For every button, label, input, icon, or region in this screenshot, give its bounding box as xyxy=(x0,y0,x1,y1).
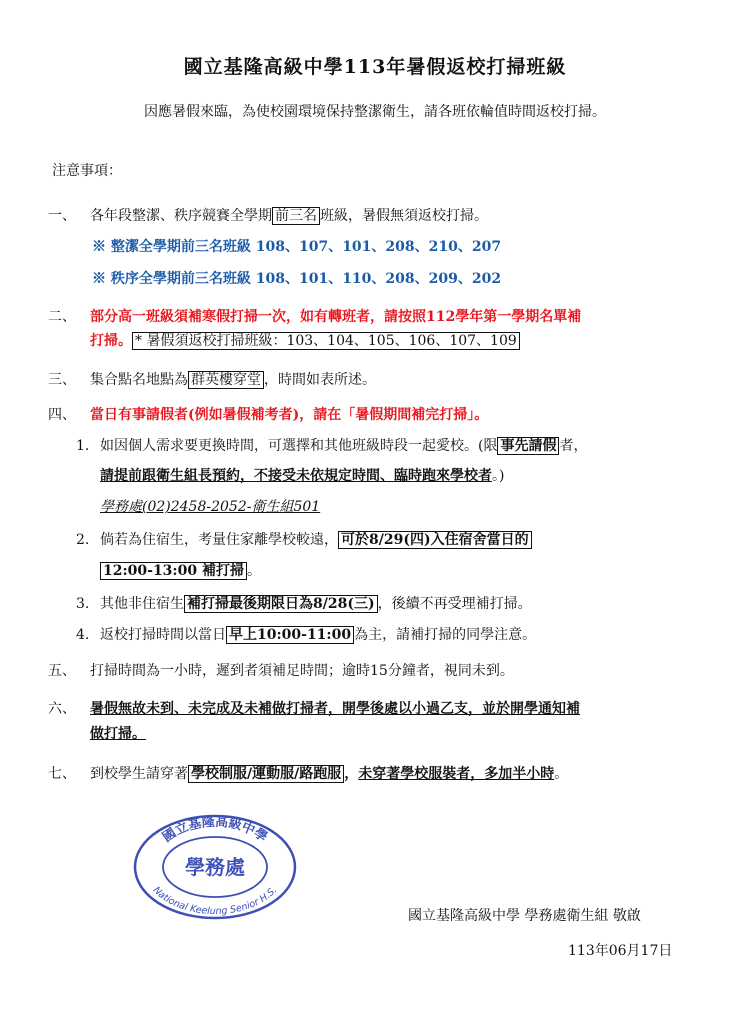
sub-number-3: 3. xyxy=(76,596,90,612)
stamp-bottom-text: National Keelung Senior H.S. xyxy=(150,884,280,918)
sub-item-1: 如因個人需求要更換時間，可選擇和其他班級時段一起愛校。(限 事先請假 者， xyxy=(100,438,588,454)
item-3: 集合點名地點為 群英樓穿堂 ，時間如表所述。 xyxy=(90,372,376,388)
item-number-6: 六、 xyxy=(48,701,76,717)
sub-item-1-line2: 請提前跟衛生組長預約，不接受未依規定時間、臨時跑來學校者。) xyxy=(100,468,505,484)
item-1: 各年段整潔、秩序競賽全學期 前三名 班級，暑假無須返校打掃。 xyxy=(90,208,488,224)
uniform-box: 學校制服/運動服/路跑服 xyxy=(188,765,344,783)
school-stamp xyxy=(130,810,300,920)
required-classes-box: * 暑假須返校打掃班級：103、104、105、106、107、109 xyxy=(132,332,520,350)
item-number-5: 五、 xyxy=(48,663,76,679)
sub-number-2: 2. xyxy=(76,532,90,548)
footer-organization: 國立基隆高級中學 學務處衛生組 敬啟 xyxy=(408,908,641,924)
item-6-line1: 暑假無故未到、未完成及未補做打掃者，開學後處以小過乙支，並於開學通知補 xyxy=(90,701,580,717)
footer-date: 113年06月17日 xyxy=(568,943,673,959)
order-top-classes: ※ 秩序全學期前三名班級 108、101、110、208、209、202 xyxy=(92,271,502,287)
prior-leave-box: 事先請假 xyxy=(497,437,559,455)
item-5: 打掃時間為一小時，遲到者須補足時間；逾時15分鐘者，視同未到。 xyxy=(90,663,514,679)
intro-text: 因應暑假來臨，為使校園環境保持整潔衛生，請各班依輪值時間返校打掃。 xyxy=(144,104,606,120)
page-title: 國立基隆高級中學113年暑假返校打掃班級 xyxy=(183,56,567,78)
top-three-box: 前三名 xyxy=(272,207,320,225)
time-box: 早上10:00-11:00 xyxy=(226,626,354,644)
sub-item-3: 其他非住宿生 補打掃最後期限日為8/28(三) ，後續不再受理補打掃。 xyxy=(100,596,532,612)
sub-number-4: 4. xyxy=(76,627,90,643)
item-7: 到校學生請穿著 學校制服/運動服/路跑服 ，未穿著學校服裝者，多加半小時。 xyxy=(90,766,569,782)
sub-item-4: 返校打掃時間以當日 早上10:00-11:00 為主，請補打掃的同學注意。 xyxy=(100,627,537,643)
dorm-date-box: 可於8/29(四)入住宿舍當日的 xyxy=(338,531,532,549)
item-number-4: 四、 xyxy=(48,407,76,423)
stamp-center-text: 學務處 xyxy=(185,855,245,879)
item-number-3: 三、 xyxy=(48,372,76,388)
item-4: 當日有事請假者(例如暑假補考者)，請在「暑假期間補完打掃」。 xyxy=(90,407,489,423)
notes-heading: 注意事項： xyxy=(52,163,122,179)
item-2-line1: 部分高一班級須補寒假打掃一次，如有轉班者，請按照112學年第一學期名單補 xyxy=(90,309,582,325)
assembly-location-box: 群英樓穿堂 xyxy=(188,371,264,389)
office-contact: 學務處(02)2458-2052-衛生組501 xyxy=(100,499,321,515)
item-2-line2: 打掃。 * 暑假須返校打掃班級：103、104、105、106、107、109 xyxy=(90,331,520,351)
sub-number-1: 1. xyxy=(76,438,90,454)
dorm-time-box: 12:00-13:00 補打掃 xyxy=(100,562,247,580)
item-number-7: 七、 xyxy=(48,766,76,782)
item-number-1: 一、 xyxy=(48,208,76,224)
stamp-top-text: 國立基隆高級中學 xyxy=(160,814,270,846)
sub-item-2: 倘若為住宿生，考量住家離學校較遠， 可於8/29(四)入住宿舍當日的 xyxy=(100,530,532,550)
item-number-2: 二、 xyxy=(48,309,76,325)
item-6-line2: 做打掃。 xyxy=(90,726,146,742)
sub-item-2-line2: 12:00-13:00 補打掃 。 xyxy=(100,561,261,581)
cleanliness-top-classes: ※ 整潔全學期前三名班級 108、107、101、208、210、207 xyxy=(92,239,502,255)
deadline-box: 補打掃最後期限日為8/28(三) xyxy=(184,595,378,613)
